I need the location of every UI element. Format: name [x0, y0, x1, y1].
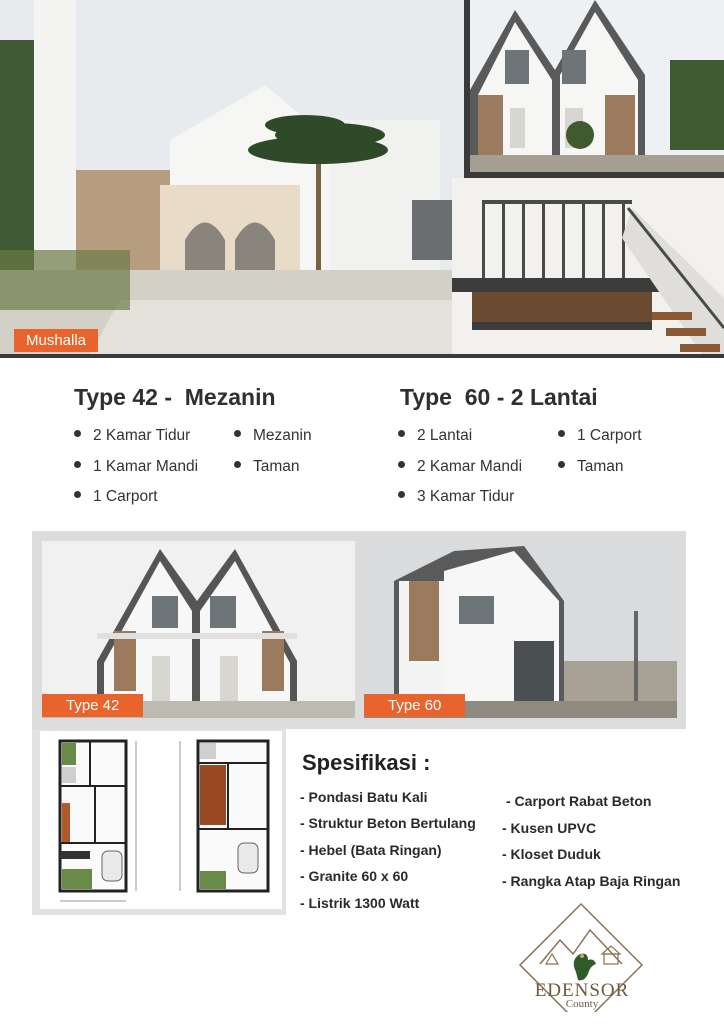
edensor-logo-subtitle: County	[565, 998, 599, 1010]
floor-plans	[40, 731, 282, 909]
spec-item: - Granite 60 x 60	[300, 868, 409, 884]
type-42-house-photo	[42, 541, 355, 718]
type-60-feature: 2 Kamar Mandi	[398, 458, 522, 476]
type-42-title: Type 42 - Mezanin	[74, 384, 276, 410]
floor-plan-type-60	[198, 741, 268, 891]
spec-title: Spesifikasi :	[302, 750, 431, 775]
two-story-house-photo	[470, 0, 724, 172]
mushalla-label: Mushalla	[14, 329, 98, 352]
spec-item: - Rangka Atap Baja Ringan	[502, 873, 681, 889]
type-42-feature: Mezanin	[234, 427, 312, 445]
mezzanine-stairs-photo	[452, 178, 724, 354]
type-60-label: Type 60	[364, 694, 465, 717]
type-60-feature: 2 Lantai	[398, 427, 472, 445]
spec-item: - Kloset Duduk	[502, 846, 601, 862]
mushalla-photo	[0, 0, 464, 354]
type-60-feature: Taman	[558, 458, 624, 476]
floor-plan-type-42	[60, 741, 126, 891]
spec-item: - Struktur Beton Bertulang	[300, 815, 476, 831]
spec-item: - Listrik 1300 Watt	[300, 895, 420, 911]
type-42-feature: 1 Kamar Mandi	[74, 458, 198, 476]
edensor-logo-name: EDENSOR	[534, 980, 630, 1001]
type-60-title: Type 60 - 2 Lantai	[400, 384, 598, 410]
type-42-feature: 1 Carport	[74, 488, 158, 506]
type-60-house-photo	[364, 541, 677, 718]
type-60-feature: 1 Carport	[558, 427, 642, 445]
spec-item: - Hebel (Bata Ringan)	[300, 842, 442, 858]
type-60-feature: 3 Kamar Tidur	[398, 488, 514, 506]
spec-item: - Kusen UPVC	[502, 820, 597, 836]
type-42-feature: Taman	[234, 458, 300, 476]
spec-item: - Pondasi Batu Kali	[300, 789, 428, 805]
type-42-label: Type 42	[42, 694, 143, 717]
spec-item: - Carport Rabat Beton	[506, 793, 652, 809]
type-42-feature: 2 Kamar Tidur	[74, 427, 190, 445]
